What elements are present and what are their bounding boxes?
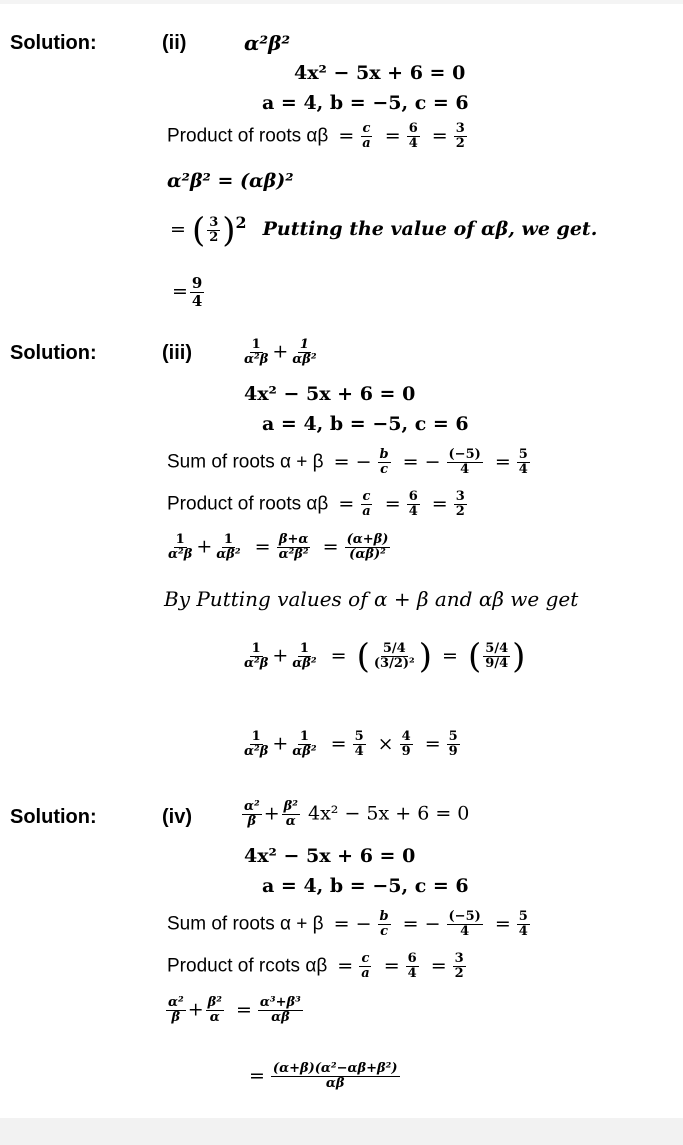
product-line-iii: Product of roots αβ = $\frac{c}{a}$ = $\frac{6}{4}$ = $\frac{3}{2}$: [167, 489, 465, 519]
equation-iii: 4x² − 5x + 6 = 0: [244, 383, 416, 405]
coeffs-ii: a = 4, b = −5, c = 6: [262, 92, 469, 114]
sum-line-iv: Sum of roots α + β = − $\frac{b}{c}$ = − $\frac{(-5)}{4}$ = $\frac{5}{4}$: [167, 909, 528, 939]
step2-note-ii: Putting the value of αβ, we get.: [262, 218, 598, 241]
product-line-ii: Product of roots αβ = $\frac{c}{a}$ = $\frac{6}{4}$ = $\frac{3}{2}$: [167, 121, 465, 151]
solution-label-ii: Solution:: [10, 32, 97, 54]
coeffs-iii: a = 4, b = −5, c = 6: [262, 413, 469, 435]
product-line-iv: Product of rcots αβ = $\frac{c}{a}$ = $\frac{6}{4}$ = $\frac{3}{2}$: [167, 951, 464, 981]
product-text-iii: Product of roots αβ: [167, 493, 329, 515]
part-label-ii: (ii): [162, 32, 187, 54]
final-iii: $\frac{1}{\text{α²β}}$ + $\frac{1}{\text{αβ²}}$ = $\frac{5}{4}$ × $\frac{4}{9}$ = $\frac{5}{9}$: [244, 729, 458, 759]
equation-ii: 4x² − 5x + 6 = 0: [294, 62, 466, 84]
result-ii: = $\frac{9}{4}$: [172, 274, 203, 310]
product-text-iv: Product of rcots αβ: [167, 955, 328, 977]
sum-text-iv: Sum of roots α + β: [167, 913, 324, 935]
sum-fractions-iii: $\frac{1}{\text{α²β}}$ + $\frac{1}{\text{αβ²}}$ = $\frac{\beta+\alpha}{\text{α²β²}}$ = $\frac{(\alpha+\beta)}{\text{(αβ)²}}$: [168, 532, 389, 562]
header-expr-iii: $\frac{1}{\text{α²β}}$ + $\frac{1}{\text{αβ²}}$: [244, 337, 317, 367]
top-edge: [0, 0, 683, 4]
sum-line-iii: Sum of roots α + β = − $\frac{b}{c}$ = − $\frac{(-5)}{4}$ = $\frac{5}{4}$: [167, 447, 528, 477]
putting-text-iii: By Putting values of α + β and αβ we get: [164, 587, 579, 611]
bottom-edge: [0, 1118, 683, 1145]
header-expr-ii: α²β²: [244, 31, 291, 55]
substitution-iii: $\frac{1}{\text{α²β}}$ + $\frac{1}{\text{αβ²}}$ = ( $\frac{5/4}{\text{(3/2)²}}$ ) = ( $\frac{5/4}{9/4}$ ): [244, 636, 526, 677]
sum-text-iii: Sum of roots α + β: [167, 451, 324, 473]
header-expr-iv: $\frac{\text{α²}}{\beta}$ + $\frac{\text{β²}}{\alpha}$ 4x² − 5x + 6 = 0: [244, 799, 470, 829]
equation-iv: 4x² − 5x + 6 = 0: [244, 845, 416, 867]
cube-fraction-iv: $\frac{\text{α²}}{\beta}$ + $\frac{\text{β²}}{\alpha}$ = $\frac{\text{α³+β³}}{\alpha\beta}$: [168, 995, 301, 1025]
coeffs-iv: a = 4, b = −5, c = 6: [262, 875, 469, 897]
solution-label-iv: Solution:: [10, 806, 97, 828]
solution-label-iii: Solution:: [10, 342, 97, 364]
step1-ii: α²β² = (αβ)²: [167, 170, 294, 192]
product-text-ii: Product of roots αβ: [167, 125, 329, 147]
step2-ii: = ( $\frac{3}{2}$ )$^2$ Putting the value of αβ, we get.: [170, 210, 598, 251]
part-label-iv: (iv): [162, 806, 192, 828]
factored-iv: = $\frac{\text{(α+β)(α²−αβ+β²)}}{\alpha\beta}$: [249, 1061, 398, 1091]
equation-inline-iv: 4x² − 5x + 6 = 0: [308, 802, 470, 825]
part-label-iii: (iii): [162, 342, 192, 364]
